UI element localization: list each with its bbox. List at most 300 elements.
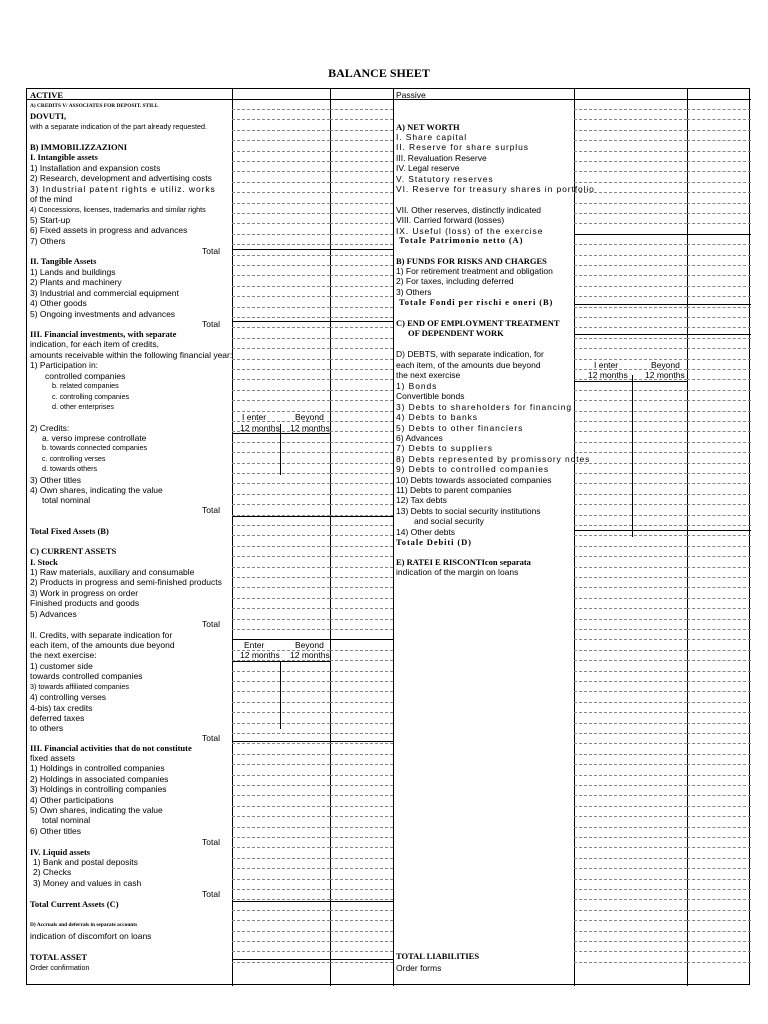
row-divider xyxy=(330,660,393,661)
row-divider xyxy=(574,463,687,464)
row-label: III. Revaluation Reserve xyxy=(396,152,487,163)
row-divider xyxy=(232,816,330,817)
row-divider xyxy=(687,400,751,401)
row-divider xyxy=(574,275,687,276)
row-divider xyxy=(232,795,330,796)
row-divider xyxy=(232,234,330,235)
row-label: 4) Concessions, licenses, trademarks and similar rights xyxy=(30,204,206,214)
row-divider xyxy=(687,338,751,339)
total-label: Total xyxy=(202,733,220,743)
row-label: 1) customer side xyxy=(30,661,93,671)
row-label: 3) Industrial patent rights e utiliz. works xyxy=(30,183,216,194)
total-rule xyxy=(574,530,751,531)
row-divider xyxy=(232,879,330,880)
row-label: towards controlled companies xyxy=(30,671,143,682)
subsection-title: III. Financial activities that do not constitute xyxy=(30,743,192,753)
row-label: 3) Others xyxy=(396,286,432,297)
row-divider xyxy=(687,317,751,318)
row-divider xyxy=(687,307,751,308)
row-divider xyxy=(687,754,751,755)
row-label: 3) towards affiliated companies xyxy=(30,681,129,691)
total-rule xyxy=(232,321,393,322)
row-divider xyxy=(574,879,687,880)
subcolumn-rule xyxy=(574,381,687,382)
row-divider xyxy=(574,608,687,609)
row-divider xyxy=(687,442,751,443)
row-divider xyxy=(574,619,687,620)
row-divider xyxy=(687,837,751,838)
row-divider xyxy=(330,140,393,141)
row-divider xyxy=(232,192,330,193)
row-divider xyxy=(232,151,330,152)
ratei-title xyxy=(396,557,531,567)
row-divider xyxy=(574,837,687,838)
row-divider xyxy=(574,847,687,848)
row-divider xyxy=(687,723,751,724)
row-divider xyxy=(574,951,687,952)
row-divider xyxy=(574,494,687,495)
row-divider xyxy=(330,296,393,297)
row-divider xyxy=(330,400,393,401)
row-label: 3) Industrial and commercial equipment xyxy=(30,287,179,298)
row-label: II. Credits, with separate indication for xyxy=(30,630,173,640)
row-divider xyxy=(330,847,393,848)
row-divider xyxy=(330,265,393,266)
row-divider xyxy=(330,556,393,557)
row-divider xyxy=(330,827,393,828)
subsection-title: I. Stock xyxy=(30,557,58,567)
row-divider xyxy=(574,421,687,422)
employment-title: C) END OF EMPLOYMENT TREATMENT xyxy=(396,318,560,328)
row-label: of the mind xyxy=(30,194,73,205)
row-divider xyxy=(687,660,751,661)
row-divider xyxy=(574,525,687,526)
row-divider xyxy=(574,213,687,214)
row-divider xyxy=(330,858,393,859)
row-divider xyxy=(232,140,330,141)
row-label: Finished products and goods xyxy=(30,598,140,609)
row-divider xyxy=(330,182,393,183)
row-divider xyxy=(687,275,751,276)
row-divider xyxy=(232,712,330,713)
row-divider xyxy=(574,556,687,557)
row-divider xyxy=(232,806,330,807)
row-divider xyxy=(232,119,330,120)
row-label: the next exercise xyxy=(396,370,461,380)
row-divider xyxy=(574,567,687,568)
row-divider xyxy=(232,452,330,453)
total-label: Total xyxy=(202,889,220,899)
row-divider xyxy=(232,400,330,401)
row-divider xyxy=(687,681,751,682)
row-divider xyxy=(232,171,330,172)
row-divider xyxy=(574,754,687,755)
row-divider xyxy=(232,244,330,245)
row-divider xyxy=(687,587,751,588)
row-divider xyxy=(574,629,687,630)
row-label: to others xyxy=(30,723,64,734)
row-divider xyxy=(232,317,330,318)
row-divider xyxy=(330,754,393,755)
row-label: 3) Money and values in cash xyxy=(33,877,142,888)
row-divider xyxy=(574,639,687,640)
row-divider xyxy=(232,764,330,765)
row-divider xyxy=(687,119,751,120)
row-divider xyxy=(232,899,330,900)
row-divider xyxy=(687,712,751,713)
row-divider xyxy=(687,223,751,224)
row-divider xyxy=(330,483,393,484)
passive-header: Passive xyxy=(396,90,426,100)
row-label: 4) Own shares, indicating the value xyxy=(30,485,163,495)
row-divider xyxy=(687,525,751,526)
row-divider xyxy=(232,307,330,308)
row-divider xyxy=(687,920,751,921)
row-divider xyxy=(330,691,393,692)
row-divider xyxy=(574,598,687,599)
row-divider xyxy=(232,733,330,734)
row-divider xyxy=(574,390,687,391)
row-divider xyxy=(574,265,687,266)
section-a-note: with a separate indication of the part already requested. xyxy=(30,122,208,131)
row-divider xyxy=(232,359,330,360)
row-divider xyxy=(687,182,751,183)
row-divider xyxy=(687,109,751,110)
row-label: 1) For retirement treatment and obligation xyxy=(396,266,553,276)
row-divider xyxy=(574,244,687,245)
row-divider xyxy=(574,317,687,318)
row-divider xyxy=(687,327,751,328)
row-label: 10) Debts towards associated companies xyxy=(396,474,552,485)
row-divider xyxy=(574,681,687,682)
row-divider xyxy=(330,723,393,724)
row-label: 1) Lands and buildings xyxy=(30,267,116,277)
row-divider xyxy=(687,379,751,380)
column-header: Beyond xyxy=(651,360,680,370)
row-divider xyxy=(687,879,751,880)
row-label: 2) Holdings in associated companies xyxy=(30,773,169,784)
row-divider xyxy=(330,390,393,391)
row-divider xyxy=(574,348,687,349)
row-divider xyxy=(232,619,330,620)
row-label: 1) Raw materials, auxiliary and consumable xyxy=(30,567,195,577)
row-divider xyxy=(330,411,393,412)
order-label: Order confirmation xyxy=(30,963,90,972)
row-divider xyxy=(330,546,393,547)
column-header: 12 months xyxy=(290,650,330,660)
row-divider xyxy=(330,868,393,869)
row-divider xyxy=(232,390,330,391)
row-label: controlled companies xyxy=(45,371,126,381)
row-label: c. controlling verses xyxy=(42,453,106,463)
row-label: 4) Other goods xyxy=(30,298,87,309)
row-divider xyxy=(574,910,687,911)
row-label: 5) Advances xyxy=(30,608,77,619)
row-divider xyxy=(232,587,330,588)
row-divider xyxy=(232,858,330,859)
row-divider xyxy=(232,296,330,297)
row-divider xyxy=(330,317,393,318)
row-divider xyxy=(232,827,330,828)
row-divider xyxy=(232,535,330,536)
row-divider xyxy=(232,671,330,672)
row-divider xyxy=(574,203,687,204)
row-divider xyxy=(330,743,393,744)
total-label: Total xyxy=(202,837,220,847)
row-divider xyxy=(687,494,751,495)
row-divider xyxy=(330,899,393,900)
row-label: and social security xyxy=(414,516,484,527)
row-divider xyxy=(232,723,330,724)
row-divider xyxy=(574,442,687,443)
row-divider xyxy=(687,847,751,848)
row-divider xyxy=(687,140,751,141)
row-divider xyxy=(330,327,393,328)
row-divider xyxy=(232,483,330,484)
row-divider xyxy=(687,868,751,869)
row-divider xyxy=(574,400,687,401)
row-divider xyxy=(687,359,751,360)
row-divider xyxy=(687,858,751,859)
row-divider xyxy=(330,192,393,193)
total-rule xyxy=(574,334,751,335)
funds-title: B) FUNDS FOR RISKS AND CHARGES xyxy=(396,256,547,266)
row-divider xyxy=(330,681,393,682)
row-divider xyxy=(330,764,393,765)
subsection-title: I. Intangible assets xyxy=(30,152,98,162)
row-divider xyxy=(687,535,751,536)
subcolumn-rule xyxy=(232,433,330,434)
balance-sheet-table xyxy=(26,88,750,985)
row-label: 12) Tax debts xyxy=(396,495,447,506)
row-divider xyxy=(330,535,393,536)
row-divider xyxy=(574,962,687,963)
row-divider xyxy=(574,660,687,661)
row-label: 5) Start-up xyxy=(30,215,71,225)
ratei-title-suffix: con separata xyxy=(484,557,531,567)
row-label: 3) Other titles xyxy=(30,475,82,485)
row-label: 6) Fixed assets in progress and advances xyxy=(30,225,188,236)
row-divider xyxy=(330,567,393,568)
row-label: 6) Advances xyxy=(396,433,443,443)
row-divider xyxy=(687,899,751,900)
total-label: Totale Debiti (D) xyxy=(396,537,472,547)
row-label: indication, for each item of credits, xyxy=(30,339,159,349)
row-label: 2) Research, development and advertising costs xyxy=(30,173,212,184)
row-divider xyxy=(330,286,393,287)
row-label: 13) Debts to social security institutions xyxy=(396,505,541,516)
row-divider xyxy=(687,130,751,131)
row-label: 8) Debts represented by promissory notes xyxy=(396,453,591,464)
row-label: 14) Other debts xyxy=(396,526,456,537)
row-divider xyxy=(232,847,330,848)
row-divider xyxy=(687,244,751,245)
row-divider xyxy=(574,515,687,516)
row-divider xyxy=(687,161,751,162)
row-label: 5) Debts to other financiers xyxy=(396,422,524,433)
row-label: 4) Other participations xyxy=(30,794,114,805)
row-divider xyxy=(687,213,751,214)
row-divider xyxy=(330,494,393,495)
row-divider xyxy=(687,546,751,547)
row-divider xyxy=(330,130,393,131)
row-divider xyxy=(574,827,687,828)
row-label: 1) Bank and postal deposits xyxy=(33,857,138,867)
row-divider xyxy=(330,504,393,505)
row-divider xyxy=(574,691,687,692)
row-divider xyxy=(330,931,393,932)
row-divider xyxy=(687,452,751,453)
section-b-title: B) IMMOBILIZZAZIONI xyxy=(30,142,128,152)
row-divider xyxy=(687,577,751,578)
row-divider xyxy=(574,182,687,183)
row-divider xyxy=(687,348,751,349)
row-divider xyxy=(574,587,687,588)
row-divider xyxy=(574,795,687,796)
row-divider xyxy=(330,338,393,339)
row-divider xyxy=(330,806,393,807)
row-divider xyxy=(330,369,393,370)
row-divider xyxy=(574,941,687,942)
row-divider xyxy=(330,223,393,224)
row-divider xyxy=(574,535,687,536)
row-divider xyxy=(232,629,330,630)
row-divider xyxy=(574,806,687,807)
row-divider xyxy=(330,910,393,911)
row-divider xyxy=(687,369,751,370)
row-label: indication of the margin on loans xyxy=(396,567,519,577)
section-a-title: DOVUTI, xyxy=(30,111,67,121)
row-divider xyxy=(232,275,330,276)
column-header: 12 months xyxy=(240,650,280,660)
row-label: the next exercise: xyxy=(30,650,97,660)
row-label: 3) Work in progress on order xyxy=(30,587,139,598)
row-divider xyxy=(687,639,751,640)
row-divider xyxy=(330,234,393,235)
row-divider xyxy=(687,795,751,796)
row-divider xyxy=(687,931,751,932)
row-label: b. related companies xyxy=(52,381,119,391)
row-label: 1) Participation in: xyxy=(30,360,99,370)
row-divider xyxy=(574,733,687,734)
row-label: d. other enterprises xyxy=(52,402,114,412)
grand-total-label: Total Fixed Assets (B) xyxy=(30,526,109,536)
row-divider xyxy=(574,889,687,890)
row-divider xyxy=(574,109,687,110)
row-label: 1) Bonds xyxy=(396,381,438,391)
page-title: BALANCE SHEET xyxy=(328,66,430,80)
row-label: 2) Credits: xyxy=(30,423,70,433)
row-divider xyxy=(687,619,751,620)
row-divider xyxy=(687,203,751,204)
total-rule xyxy=(232,249,393,250)
row-divider xyxy=(687,296,751,297)
row-divider xyxy=(574,307,687,308)
row-divider xyxy=(574,712,687,713)
row-divider xyxy=(574,816,687,817)
row-divider xyxy=(232,525,330,526)
active-header: ACTIVE xyxy=(30,90,64,100)
row-divider xyxy=(330,307,393,308)
row-label: 7) Others xyxy=(30,235,66,246)
column-header: 12 months xyxy=(645,370,685,380)
row-divider xyxy=(574,411,687,412)
row-divider xyxy=(574,546,687,547)
row-divider xyxy=(330,920,393,921)
total-liabilities-label: TOTAL LIABILITIES xyxy=(396,951,480,961)
row-divider xyxy=(574,140,687,141)
row-divider xyxy=(574,431,687,432)
row-divider xyxy=(687,941,751,942)
column-header: Beyond xyxy=(295,640,324,650)
row-divider xyxy=(330,421,393,422)
column-header: 12 months xyxy=(290,423,330,433)
row-divider xyxy=(574,577,687,578)
row-label: 4) Debts to banks xyxy=(396,412,478,423)
row-label: Convertible bonds xyxy=(396,391,465,402)
row-divider xyxy=(687,192,751,193)
row-divider xyxy=(330,119,393,120)
section-a-title: A) CREDITS V/ ASSOCIATES FOR DEPOSIT. STILL xyxy=(30,103,159,109)
row-label: 1) Installation and expansion costs xyxy=(30,163,161,173)
row-divider xyxy=(330,629,393,630)
row-label: amounts receivable within the following financial year: xyxy=(30,350,233,360)
row-divider xyxy=(232,494,330,495)
row-divider xyxy=(687,421,751,422)
total-label: Total xyxy=(202,505,220,515)
total-label: Total xyxy=(202,246,220,256)
row-divider xyxy=(687,702,751,703)
total-label: Totale Patrimonio netto (A) xyxy=(399,235,524,245)
row-label: fixed assets xyxy=(30,753,75,763)
row-divider xyxy=(330,255,393,256)
row-divider xyxy=(330,109,393,110)
row-label: each item, of the amounts due beyond xyxy=(30,640,175,650)
column-header: 12 months xyxy=(588,370,628,380)
row-divider xyxy=(687,483,751,484)
section-c-title: C) CURRENT ASSETS xyxy=(30,546,117,556)
row-divider xyxy=(330,775,393,776)
row-divider xyxy=(574,702,687,703)
row-divider xyxy=(232,951,330,952)
row-divider xyxy=(574,931,687,932)
row-label: 1) Holdings in controlled companies xyxy=(30,763,165,774)
row-label: c. controlling companies xyxy=(52,391,130,401)
row-divider xyxy=(232,255,330,256)
row-divider xyxy=(232,743,330,744)
row-label: indication of discomfort on loans xyxy=(30,931,152,941)
row-divider xyxy=(687,390,751,391)
row-divider xyxy=(330,608,393,609)
grand-total-label: Total Current Assets (C) xyxy=(30,899,119,909)
row-divider xyxy=(687,650,751,651)
row-divider xyxy=(232,338,330,339)
row-divider xyxy=(232,182,330,183)
row-divider xyxy=(232,223,330,224)
column-header: I enter xyxy=(594,360,619,370)
row-divider xyxy=(687,608,751,609)
row-divider xyxy=(574,671,687,672)
row-divider xyxy=(330,795,393,796)
row-divider xyxy=(687,556,751,557)
row-divider xyxy=(232,161,330,162)
row-label: 6) Other titles xyxy=(30,825,82,836)
row-divider xyxy=(687,567,751,568)
row-divider xyxy=(330,816,393,817)
row-divider xyxy=(232,702,330,703)
column-header: Beyond xyxy=(295,412,324,422)
row-divider xyxy=(687,827,751,828)
